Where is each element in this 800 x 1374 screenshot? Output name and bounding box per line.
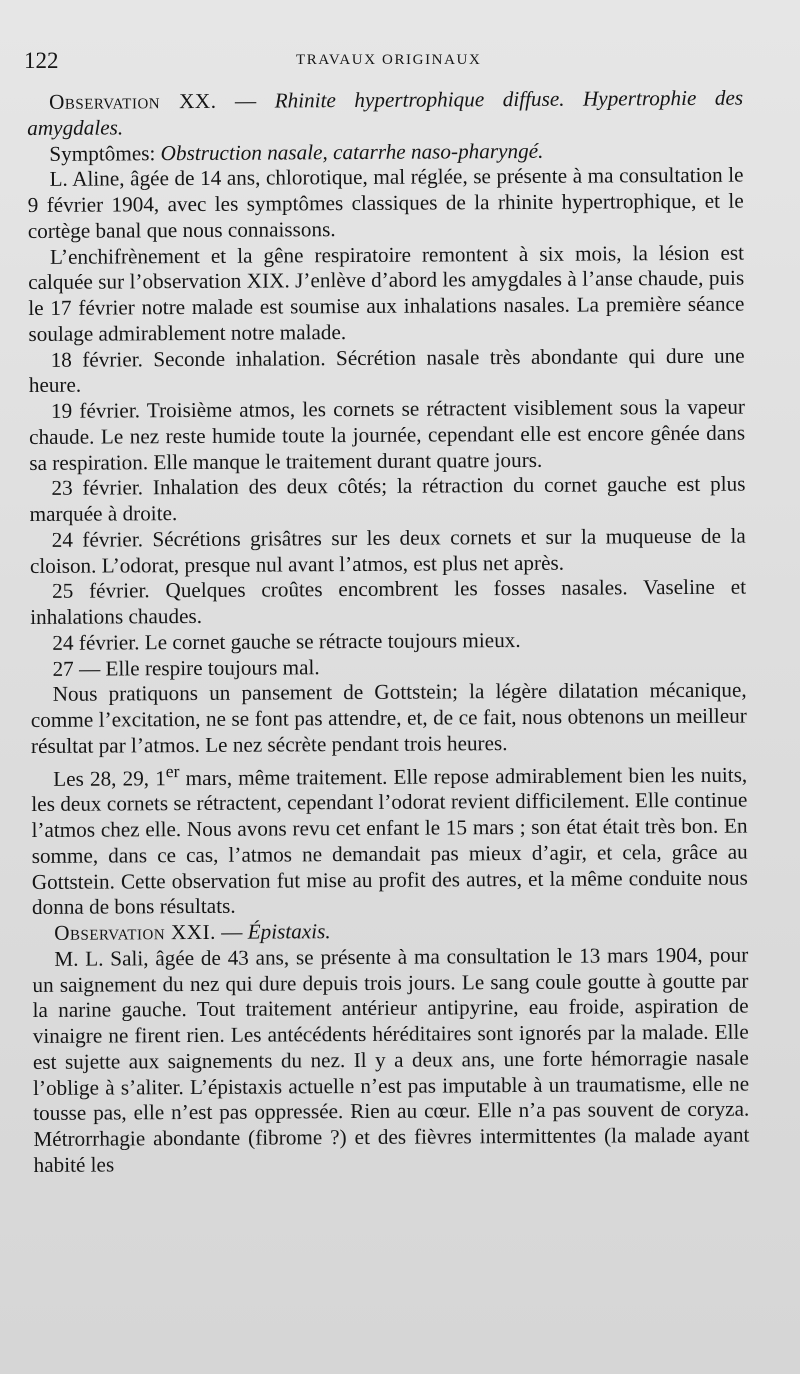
superscript-er: er [165, 760, 180, 781]
observation-20-label: Observation XX. [48, 88, 217, 114]
paragraph: 23 février. Inhalation des deux côtés; la rétraction du cornet gauche est plus marquée à droite. [29, 471, 746, 526]
paragraph: 24 février. Sécrétions grisâtres sur les deux cornets et sur la muqueuse de la cloison. L’odorat, presque nul avant l’atmos, est plus net après. [29, 523, 746, 578]
page-body [27, 86, 750, 1179]
observation-21-title: Épistaxis. [247, 919, 331, 944]
page-header [24, 48, 764, 76]
observation-20-dash: — [216, 88, 275, 113]
final-text-start: Les 28, 29, 1 [53, 765, 166, 791]
running-head: TRAVAUX ORIGINAUX [296, 52, 482, 68]
paragraph: Nous pratiquons un pansement de Gottstein; la légère dilatation mécanique, comme l’excitation, ne se font pas attendre, et, de ce fait, nous obtenons un meilleur résultat par l’atmos. Le nez sécrète pendant trois heures. [30, 677, 747, 758]
paragraph: 27 — Elle respire toujours mal. [52, 654, 320, 681]
paragraph: 18 février. Seconde inhalation. Sécrétion nasale très abondante qui dure une heure. [28, 343, 745, 398]
page-number: 122 [24, 48, 59, 73]
observation-21-dash: — [215, 919, 248, 944]
paragraph: M. L. Sali, âgée de 43 ans, se présente à ma consultation le 13 mars 1904, pour un saignement du nez qui dure depuis trois jours. Le sang coule goutte à goutte par la narine gauche. Tout traitement antérieur antipyrine, eau froide, aspiration de vinaigre ne firent rien. Les antécédents héréditaires sont ignorés par la malade. Elle est sujette aux saignements du nez. Il y a deux ans, une forte hémorragie nasale l’oblige à s’aliter. L’épistaxis actuelle n’est pas imputable à un traumatisme, elle ne tousse pas, elle n’est pas oppressée. Rien au cœur. Elle n’a pas souvent de coryza. Métrorrhagie abondante (fibrome ?) et des fièvres intermittentes (la malade ayant habité les [32, 942, 750, 1177]
observation-20-title: Rhinite hypertrophique diffuse. Hypertrophie des amygdales. [27, 85, 744, 140]
symptoms-value: Obstruction nasale, catarrhe naso-pharyngé. [160, 138, 544, 165]
observation-21-label: Observation XXI. [54, 919, 216, 945]
symptoms-label: Symptômes: [49, 140, 161, 166]
paragraph: 25 février. Quelques croûtes encombrent les fosses nasales. Vaseline et inhalations chaudes. [30, 574, 747, 629]
paragraph: L’enchifrènement et la gêne respiratoire remontent à six mois, la lésion est calquée sur l’observation XIX. J’enlève d’abord les amygdales à l’anse chaude, puis le 17 février notre malade est soumise aux inhalations nasales. La première séance soulage admirablement notre malade. [28, 240, 745, 346]
paragraph-final [31, 755, 748, 921]
final-text-rest: mars, même traitement. Elle repose admirablement bien les nuits, les deux cornets se rétractent, cependant l’odorat revient difficilement. Elle continue l’atmos chez elle. Nous avons revu cet enfant le 15 mars ; son état était très bon. En somme, dans ce cas, l’atmos ne demandait pas mieux d’agir, et cela, grâce au Gottstein. Cette observation fut mise au profit des autres, et la même conduite nous donna de bons résultats. [31, 762, 748, 920]
paragraph: 24 février. Le cornet gauche se rétracte toujours mieux. [52, 627, 521, 655]
observation-20-heading [27, 86, 743, 142]
paragraph: L. Aline, âgée de 14 ans, chlorotique, mal réglée, se présente à ma consultation le 9 février 1904, avec les symptômes classiques de la rhinite hypertrophique, et le cortège banal que nous connaissons. [27, 162, 744, 243]
paragraph: 19 février. Troisième atmos, les cornets se rétractent visiblement sous la vapeur chaude. Le nez reste humide toute la journée, cependant elle est encore gênée dans sa respiration. Elle manque le traitement durant quatre jours. [29, 394, 746, 475]
